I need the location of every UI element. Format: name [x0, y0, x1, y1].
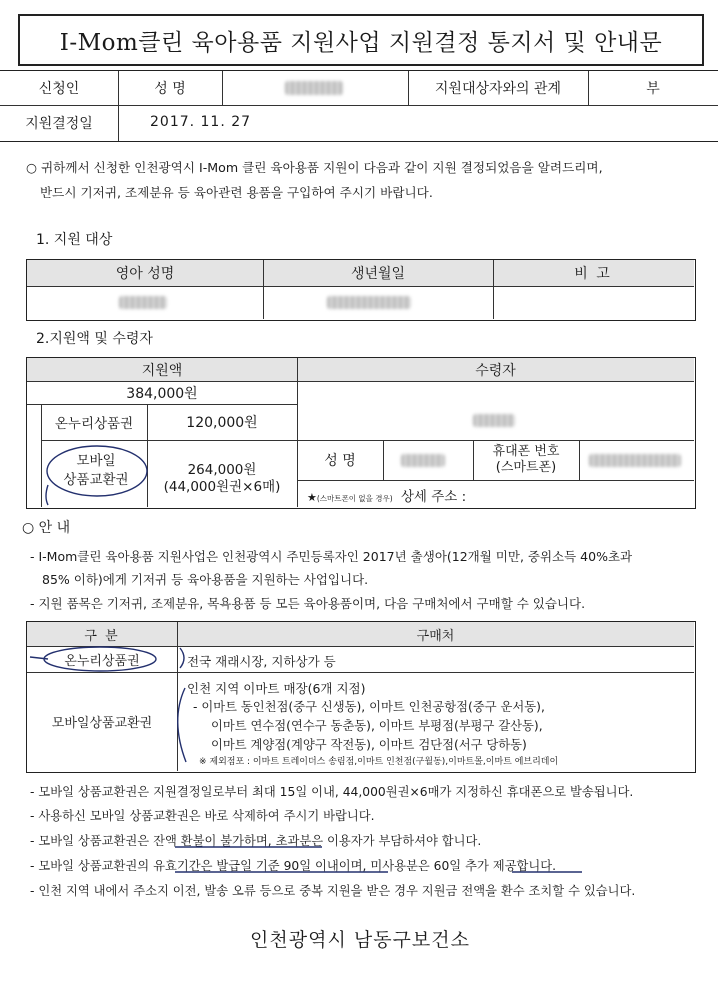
store-excluded: ※ 제외점포 : 이마트 트레이더스 송림점,이마트 인천점(구월동),이마트몰,이마트 에브리데이 — [199, 757, 559, 767]
section2-heading: 2.지원액 및 수령자 — [36, 331, 153, 347]
guide-bullet-1-line-2: 85% 이하)에게 기저귀 등 육아용품을 지원하는 사업입니다. — [42, 572, 369, 587]
total-amount: 384,000원 — [126, 385, 198, 402]
pen-circle-mobile-voucher — [47, 446, 147, 496]
applicant-label: 신청인 — [38, 81, 80, 97]
store-emart-title: 인천 지역 이마트 매장(6개 지점) — [187, 681, 366, 696]
amount-header: 지원액 — [141, 362, 183, 379]
note-2: - 사용하신 모바일 상품교환권은 바로 삭제하여 주시기 바랍니다. — [30, 809, 375, 823]
guide-bullet-1-line-1: - I-Mom클린 육아용품 지원사업은 인천광역시 주민등록자인 2017년 출생아(12개월 미만, 중위소득 40%초과 — [30, 549, 633, 564]
store-col-stores: 구매처 — [416, 628, 455, 644]
store-col-category: 구 분 — [84, 628, 120, 644]
note-3: - 모바일 상품교환권은 잔액 환불이 불가하며, 초과분은 이용자가 부담하셔야 합니다. — [30, 834, 482, 848]
store-emart-line-3: 이마트 계양점(계양구 작전동), 이마트 검단점(서구 당하동) — [211, 738, 527, 752]
guide-bullet-2: - 지원 품목은 기저귀, 조제분유, 목욕용품 등 모든 육아용품이며, 다음 구매처에서 구매할 수 있습니다. — [30, 596, 586, 611]
note-1: - 모바일 상품교환권은 지원결정일로부터 최대 15일 이내, 44,000원권×6매가 지정하신 휴대폰으로 발송됩니다. — [30, 785, 634, 799]
pen-stroke-left — [46, 485, 48, 505]
note-5: - 인천 지역 내에서 주소지 이전, 발송 오류 등으로 중복 지원을 받은 경우 지원금 전액을 환수 조치할 수 있습니다. — [30, 884, 636, 898]
store-row1-label: 온누리상품권 — [64, 653, 140, 669]
pen-bracket — [180, 648, 184, 668]
decision-date-label: 지원결정일 — [25, 116, 93, 132]
store-row2-label: 모바일상품교환권 — [51, 716, 153, 731]
relation-value: 부 — [646, 81, 660, 97]
phone-label: 휴대폰 번호 (스마트폰) — [492, 444, 560, 475]
store-emart-line-2: 이마트 연수점(연수구 동춘동), 이마트 부평점(부평구 갈산동), — [211, 719, 543, 733]
store-emart-line-1: - 이마트 동인천점(중구 신생동), 이마트 인천공항점(중구 운서동), — [193, 700, 545, 714]
note-4: - 모바일 상품교환권의 유효기간은 발급일 기준 90일 이내이며, 미사용분은 60일 추가 제공합니다. — [30, 859, 557, 873]
pen-brace-stores — [178, 688, 186, 762]
recipient-name-label: 성 명 — [324, 453, 356, 469]
document-title: I-Mom클린 육아용품 지원사업 지원결정 통지서 및 안내문 — [59, 29, 663, 56]
decision-date-value: 2017. 11. 27 — [150, 114, 252, 130]
intro-line-2: 반드시 기저귀, 조제분유 등 육아관련 용품을 구입하여 주시기 바랍니다. — [40, 185, 433, 200]
store-row1-value: 전국 재래시장, 지하상가 등 — [187, 654, 336, 669]
onnuri-amount: 120,000원 — [186, 415, 258, 431]
name-label: 성 명 — [154, 81, 186, 97]
col-infant-name: 영아 성명 — [115, 266, 175, 282]
col-remarks: 비 고 — [574, 266, 612, 282]
section1-heading: 1. 지원 대상 — [36, 232, 113, 248]
address-row: ★(스마트폰이 없을 경우) 상세 주소 : — [307, 489, 467, 505]
relation-label: 지원대상자와의 관계 — [434, 81, 562, 97]
onnuri-label: 온누리상품권 — [54, 416, 134, 432]
col-birthdate: 생년월일 — [350, 266, 406, 282]
pen-circle-onnuri — [44, 647, 156, 671]
guide-heading: ○ 안 내 — [22, 520, 71, 536]
intro-line-1: ○ 귀하께서 신청한 인천광역시 I-Mom 클린 육아용품 지원이 다음과 같이 지원 결정되었음을 알려드리며, — [26, 160, 603, 175]
mobile-voucher-amount: 264,000원 (44,000원권×6매) — [163, 462, 281, 495]
recipient-header: 수령자 — [475, 362, 516, 379]
issuer-footer: 인천광역시 남동구보건소 — [250, 929, 470, 951]
mobile-voucher-label: 모바일 상품교환권 — [63, 453, 129, 488]
